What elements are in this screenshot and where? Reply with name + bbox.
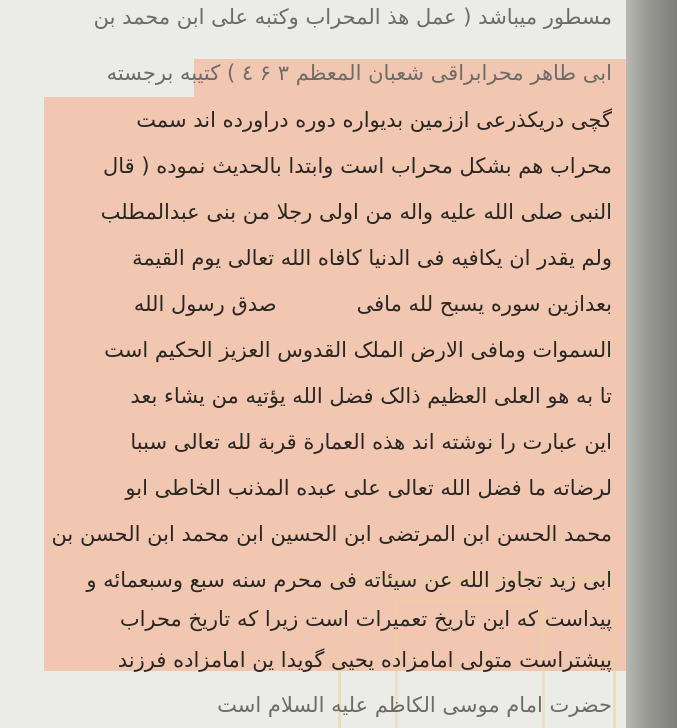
text-line-9: تا به هو العلی العظیم ذالک فضل الله یؤتیه من یشاء بعد	[130, 384, 612, 408]
text-line-12: محمد الحسن ابن المرتضی ابن الحسین ابن محمد ابن الحسن بن	[51, 522, 612, 546]
text-line-7	[134, 289, 612, 319]
page-edge	[626, 0, 677, 728]
text-line-10: این عبارت را نوشته اند هذه العمارة قربة لله تعالی سببا	[130, 430, 612, 454]
text-line-16: حضرت امام موسی الکاظم علیه السلام است	[217, 693, 612, 717]
text-line-4: محراب هم بشکل محراب است وابتدا بالحدیث نموده ( قال	[102, 154, 612, 178]
text-line-3: گچی دریکذرعی اززمین بدیواره دوره دراورده اند سمت	[136, 108, 612, 132]
text-line-5: النبی صلی الله علیه واله من اولی رجلا من بنی عبدالمطلب	[100, 200, 612, 224]
text-line-8: السموات ومافی الارض الملک القدوس العزیز الحکیم است	[104, 338, 612, 362]
text-line-1: مسطور میباشد ( عمل هذ المحراب وکتبه علی ابن محمد بن	[93, 5, 612, 29]
text-line-13: ابی زید تجاوز الله عن سیئاته فی محرم سنه سبع وسبعمائه و	[86, 568, 612, 592]
text-line-7-right: بعدازین سوره یسبح لله مافی	[356, 292, 612, 316]
text-line-2: ابی طاهر محرابراقی شعبان المعظم ۳ ۶ ٤ ) کتیبه برجسته	[106, 61, 612, 85]
text-line-7-left: صدق رسول الله	[133, 292, 277, 316]
text-line-14: پیداست که این تاریخ تعمیرات است زیرا که تاریخ محراب	[119, 607, 612, 631]
text-line-6: ولم یقدر ان یکافیه فی الدنیا کافاه الله تعالی یوم القیمة	[132, 246, 612, 270]
text-line-15: پیشتراست متولی امامزاده یحیی گویدا ین امامزاده فرزند	[117, 648, 612, 672]
text-line-11: لرضاته ما فضل الله تعالی علی عبده المذنب الخاطی ابو	[125, 476, 612, 500]
